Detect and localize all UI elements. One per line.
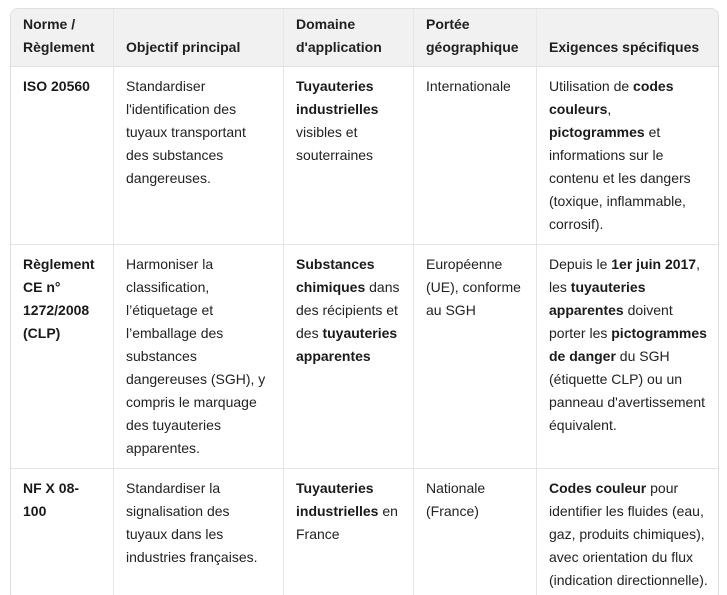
table-cell [114, 67, 284, 245]
column-header-objectif: Objectif principal [114, 9, 284, 67]
table-cell [114, 469, 284, 595]
cell-text-bold: pictogrammes [549, 124, 645, 140]
cell-text: Standardiser la signalisation des tuyaux dans les industries françaises. [126, 480, 258, 565]
table-cell [11, 67, 114, 245]
cell-text: Harmoniser la classification, l’étiquetage et l’emballage des substances dangereuses (SGH), y compris le marquage des tuyauteries apparentes. [126, 256, 266, 456]
cell-text: , [607, 101, 612, 117]
table-row [11, 245, 719, 469]
column-header-exigences: Exigences spécifiques [537, 9, 719, 67]
table-cell [537, 245, 719, 469]
cell-text-bold: Tuyauteries industrielles [296, 78, 379, 117]
cell-text-bold: ISO 20560 [23, 78, 90, 94]
cell-text-bold: codes couleurs [549, 78, 674, 117]
table-cell [11, 469, 114, 595]
cell-text: Internationale [426, 78, 511, 94]
table-cell [284, 469, 414, 595]
table-cell [414, 245, 537, 469]
table-cell [11, 245, 114, 469]
header-row [11, 9, 719, 67]
cell-text-bold: tuyauteries apparentes [549, 279, 646, 318]
column-header-portee: Portée géographique [414, 9, 537, 67]
cell-text: pour identifier les fluides (eau, gaz, produits chimiques), avec orientation du flux (indication directionnelle). [549, 480, 708, 588]
cell-text: , les [549, 256, 700, 295]
table-cell [414, 469, 537, 595]
table-cell [284, 67, 414, 245]
cell-text: Européenne (UE), conforme au SGH [426, 256, 521, 318]
standards-table [10, 8, 719, 595]
norms-comparison-table [11, 9, 719, 595]
cell-text: Utilisation de [549, 78, 634, 94]
column-header-norme: Norme / Règlement [11, 9, 114, 67]
cell-text: Nationale (France) [426, 480, 486, 519]
cell-text: et informations sur le contenu et les dangers (toxique, inflammable, corrosif). [549, 124, 691, 232]
column-header-domaine: Domaine d'application [284, 9, 414, 67]
table-cell [114, 245, 284, 469]
cell-text-bold: 1er juin 2017 [611, 256, 697, 272]
cell-text: du SGH (étiquette CLP) ou un panneau d'avertissement équivalent. [549, 348, 705, 433]
cell-text-bold: Tuyauteries industrielles [296, 480, 379, 519]
cell-text-bold: pictogrammes de danger [549, 325, 707, 364]
table-cell [537, 469, 719, 595]
cell-text: en France [296, 503, 398, 542]
cell-text-bold: tuyauteries apparentes [296, 325, 398, 364]
cell-text: Standardiser l'identification des tuyaux transportant des substances dangereuses. [126, 78, 246, 186]
cell-text: doivent porter les [549, 302, 673, 341]
cell-text-bold: Codes couleur [549, 480, 647, 496]
table-body [11, 67, 719, 595]
table-cell [284, 245, 414, 469]
cell-text-bold: NF X 08-100 [23, 480, 80, 519]
table-row [11, 469, 719, 595]
cell-text: visibles et souterraines [296, 124, 374, 163]
cell-text: Depuis le [549, 256, 612, 272]
cell-text-bold: Substances chimiques [296, 256, 375, 295]
table-cell [414, 67, 537, 245]
cell-text: dans des récipients et des [296, 279, 400, 341]
cell-text-bold: Règlement CE n° 1272/2008 (CLP) [23, 256, 95, 341]
table-cell [537, 67, 719, 245]
table-row [11, 67, 719, 245]
